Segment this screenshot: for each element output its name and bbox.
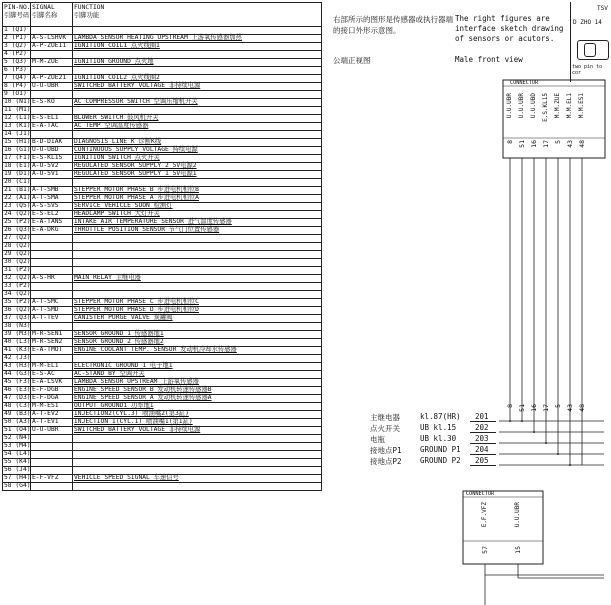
legend-wire-number: 205 <box>475 456 489 465</box>
pin-cell: 18 (E1) <box>4 162 31 170</box>
function-cell: CONTINUOUS SUPPLY VOLTAGE 持续电源 <box>73 147 322 155</box>
pin-cell: 43 (H3) <box>4 362 31 370</box>
signal-cell: A-P-ZUE11 <box>31 43 73 51</box>
legend-underline <box>470 454 496 455</box>
connector1-pin-name: M.M.ZUE <box>554 93 561 119</box>
function-cell: STEPPER MOTOR PHASE C 步进电机相位C <box>73 299 322 307</box>
connector1-pin-number: 51 <box>518 140 526 148</box>
pin-cell: 4 (P2) <box>3 51 31 59</box>
pin-cell: 27 (Q2) <box>4 234 31 242</box>
signal-cell: A-S-SVS <box>31 203 73 211</box>
legend-english: kl.87(HR) <box>420 412 461 421</box>
pin-cell: 23 (Q5) <box>4 202 31 210</box>
pin-cell: 37 (Q3) <box>4 314 31 322</box>
pin-cell: 38 (N3) <box>4 322 31 330</box>
function-cell: ELECTRONIC GROUND 1 电子地1 <box>73 363 322 371</box>
pin-cell: 11 (M1) <box>4 106 31 114</box>
pin-cell: 42 (J3) <box>4 354 31 362</box>
sketch-title: TSV <box>597 5 608 12</box>
signal-cell: U-U-UBR <box>31 427 73 435</box>
bus-pin-number: 17 <box>542 404 550 412</box>
legend-wire-number: 201 <box>475 412 489 421</box>
pin-cell: 41 (K3) <box>4 346 31 354</box>
bus-pin-number: 8 <box>506 404 514 408</box>
signal-cell: A-U-5V2 <box>31 163 73 171</box>
legend-english: GROUND P2 <box>420 456 461 465</box>
pin-cell: 54 (L4) <box>4 450 31 458</box>
pin-cell: 50 (A3) <box>4 418 31 426</box>
legend-underline <box>470 421 496 422</box>
function-cell: VEHICLE SPEED SIGNAL 车速信号 <box>73 475 322 483</box>
signal-cell: A-S-HR <box>31 275 73 283</box>
function-cell: STEPPER MOTOR PHASE D 步进电机相位D <box>73 307 322 315</box>
pin-cell: 45 (F3) <box>4 378 31 386</box>
pin-cell: 58 (G4) <box>4 482 31 490</box>
bus-pin-number: 5 <box>554 404 562 408</box>
signal-cell: A-T-SMB <box>31 187 73 195</box>
pin-cell: 49 (B3) <box>4 410 31 418</box>
connector2-box <box>463 491 543 564</box>
signal-cell: A-T-TEV <box>31 315 73 323</box>
signal-cell: A-U-5V1 <box>31 171 73 179</box>
header-signal: SIGNAL 引脚名称 <box>31 3 73 27</box>
pin-cell: 6 (P3) <box>3 67 31 75</box>
function-cell: INTAKE AIR TEMPERATURE SENSOR 进气温度传感器 <box>73 219 322 227</box>
signal-cell: M-R-SEN1 <box>31 331 73 339</box>
function-cell: ENGINE SPEED SENSOR B 发动机转速传感器B <box>73 387 322 395</box>
signal-cell: B-D-DIAK <box>31 139 73 147</box>
pin-cell: 56 (J4) <box>4 466 31 474</box>
function-cell: SENSOR GROUND 1 传感器地1 <box>73 331 322 339</box>
function-cell: AC-STAND BY 空调开关 <box>73 371 322 379</box>
function-cell: THROTTLE POSITION SENSOR 节气门位置传感器 <box>73 227 322 235</box>
function-cell: SWITCHED BATTERY VOLTAGE 非持续电源 <box>73 427 322 435</box>
connector2-pin-name: E.F.VFZ <box>481 502 488 528</box>
signal-cell: A-T-SMD <box>31 307 73 315</box>
legend-underline <box>470 443 496 444</box>
connector1-pin-name: E.S.KL15 <box>542 93 549 122</box>
legend-underline <box>470 465 496 466</box>
signal-cell: A-S-LSHVK <box>31 35 73 43</box>
pin-cell: 33 (P2) <box>4 282 31 290</box>
function-cell: INJECTION2(CYL.3) 喷油嘴2(第3缸) <box>73 411 322 419</box>
pin-cell: 40 (L3) <box>4 338 31 346</box>
header-function: FUNCTION 引脚功能 <box>73 3 322 27</box>
header-pin: PIN-NO. 引脚号码 <box>3 3 31 27</box>
sketch-note: two pin to cor <box>572 64 603 76</box>
connector1-pin-name: M.M.ES1 <box>578 93 585 119</box>
pin-cell: 46 (E3) <box>4 386 31 394</box>
function-cell: CANISTER PURGE VALVE 炭罐阀 <box>73 315 322 323</box>
pin-cell: 35 (P2) <box>4 298 31 306</box>
function-cell: REGULATED SENSOR SUPPLY 1 5V电源1 <box>73 171 322 179</box>
legend-chinese: 主继电器 <box>370 413 400 422</box>
pin-cell: 31 (P2) <box>4 266 31 274</box>
function-cell: IGNITION COIL2 点火线圈2 <box>73 75 322 83</box>
signal-cell: A-T-EV2 <box>31 411 73 419</box>
pin-cell: 52 (N4) <box>4 434 31 442</box>
function-cell: ENGINE SPEED SENSOR A 发动机转速传感器A <box>73 395 322 403</box>
pin-cell: 32 (Q2) <box>4 274 31 282</box>
bus-lines <box>485 421 604 578</box>
bus-pin-number: 48 <box>578 404 586 412</box>
pin-cell: 25 (P2) <box>4 218 31 226</box>
note-chinese: 右部所示的图形是传感器或执行器端的接口外形示意图。 <box>333 15 453 35</box>
note-english: The right figures are interface sketch drawing of sensors or acutors. <box>455 14 564 43</box>
signal-cell: A-T-EV1 <box>31 419 73 427</box>
pin-cell: 5 (Q3) <box>3 59 31 67</box>
pin-cell: 39 (M3) <box>4 330 31 338</box>
bus-pin-number: 51 <box>518 404 526 412</box>
pin-cell: 21 (B1) <box>4 186 31 194</box>
legend-english: UB kl.15 <box>420 423 457 432</box>
function-cell: STEPPER MOTOR PHASE B 步进电机相位B <box>73 187 322 195</box>
pin-cell: 57 (H4) <box>4 474 31 482</box>
signal-cell: U-U-UBR <box>31 83 73 91</box>
legend-wire-number: 204 <box>475 445 489 454</box>
caption-chinese: 公端正视图 <box>333 56 371 65</box>
pin-cell: 15 (H1) <box>4 138 31 146</box>
connector2-pin-name: U.U.UBR <box>514 502 521 528</box>
function-cell: SENSOR GROUND 2 传感器地2 <box>73 339 322 347</box>
pin-cell: 48 (C3) <box>4 402 31 410</box>
bus-pin-number: 16 <box>530 404 538 412</box>
function-cell: DIAGNOSIS LINE K 诊断K线 <box>73 139 322 147</box>
function-cell: HEADLAMP SWITCH 大灯开关 <box>73 211 322 219</box>
signal-cell: M-M-ZUE <box>31 59 73 67</box>
pin-cell: 10 (N1) <box>4 98 31 106</box>
connector1-label: CONNECTOR <box>510 80 539 86</box>
caption-english: Male front view <box>455 55 523 64</box>
pin-cell: 16 (G1) <box>4 146 31 154</box>
function-cell: LAMBDA SENSOR HEATING UPSTREAM 上游氧传感器加热 <box>73 35 322 43</box>
pin-cell: 9 (O1) <box>3 91 31 99</box>
function-cell: MAIN RELAY 主继电器 <box>73 275 322 283</box>
pin-cell: 51 (O4) <box>4 426 31 434</box>
signal-cell: E-A-LSVK <box>31 379 73 387</box>
connector2-pin-number: 15 <box>514 546 522 554</box>
connector1-pin-number: 43 <box>566 140 574 148</box>
function-cell: ENGINE COOLANT TEMP. SENSOR 发动机冷却水传感器 <box>73 347 322 355</box>
legend-underline <box>470 432 496 433</box>
connector1-pin-number: 8 <box>506 140 514 144</box>
pin-cell: 34 (Q2) <box>4 290 31 298</box>
signal-cell: M-R-SEN2 <box>31 339 73 347</box>
signal-cell: A-T-SMC <box>31 299 73 307</box>
signal-cell: E-F-DGA <box>31 395 73 403</box>
function-cell: IGNITION COIL1 点火线圈1 <box>73 43 322 51</box>
function-cell: IGNITION GROUND 点火地 <box>73 59 322 67</box>
legend-chinese: 点火开关 <box>370 424 400 433</box>
signal-cell: E-A-TAC <box>31 123 73 131</box>
connector1-pin-number: 17 <box>542 140 550 148</box>
connector1-pin-number: 16 <box>530 140 538 148</box>
connector1-pin-number: 48 <box>578 140 586 148</box>
connector1-pin-number: 5 <box>554 140 562 144</box>
pin-cell: 20 (C1) <box>4 178 31 186</box>
pin-cell: 28 (Q2) <box>4 242 31 250</box>
connector1-pin-name: M.M.EL1 <box>566 93 573 119</box>
legend-english: GROUND P1 <box>420 445 461 454</box>
sketch-code: D ZHO 14 <box>573 19 602 26</box>
pin-cell: 8 (P4) <box>3 83 31 91</box>
connector2-label: CONNECTOR <box>466 491 495 497</box>
signal-cell: E-S-EL1 <box>31 115 73 123</box>
pin-cell: 2 (P1) <box>3 35 31 43</box>
signal-cell: A-T-SMA <box>31 195 73 203</box>
pin-cell: 1 (Q1) <box>3 27 31 35</box>
pin-cell: 19 (D1) <box>4 170 31 178</box>
legend-wire-number: 202 <box>475 423 489 432</box>
function-cell: IGNITION SWITCH 点火开关 <box>73 155 322 163</box>
signal-cell: M-M-EL1 <box>31 363 73 371</box>
legend-wire-number: 203 <box>475 434 489 443</box>
signal-cell: E-A-TANS <box>31 219 73 227</box>
signal-cell: E-F-DGB <box>31 387 73 395</box>
function-cell: BLOWER SWITCH 鼓风机开关 <box>73 115 322 123</box>
pin-cell: 22 (A1) <box>4 194 31 202</box>
signal-cell: E-F-VFZ <box>31 475 73 483</box>
signal-cell: M-M-ES1 <box>31 403 73 411</box>
pin-cell: 26 (Q3) <box>4 226 31 234</box>
function-cell: LAMBDA SENSOR UPSTREAM 上游氧传感器 <box>73 379 322 387</box>
function-cell: REGULATED SENSOR SUPPLY 2 5V电源2 <box>73 163 322 171</box>
pin-cell: 53 (M4) <box>4 442 31 450</box>
function-cell: STEPPER MOTOR PHASE A 步进电机相位A <box>73 195 322 203</box>
signal-cell: E-A-TMOT <box>31 347 73 355</box>
legend-english: UB kl.30 <box>420 434 457 443</box>
function-cell: AC COMPRESSOR SWITCH 空调压缩机开关 <box>73 99 322 107</box>
pin-cell: 30 (Q2) <box>4 258 31 266</box>
bus-pin-number: 43 <box>566 404 574 412</box>
legend-chinese: 接地点P2 <box>370 457 402 466</box>
function-cell: SERVICE VEHICLE SOON 检测灯 <box>73 203 322 211</box>
signal-cell: E-A-DKG <box>31 227 73 235</box>
function-cell: AC TEMP 空调温度传感器 <box>73 123 322 131</box>
signal-cell: A-P-ZUE21 <box>31 75 73 83</box>
connector1-pin-name: U.U.UBR <box>518 93 525 119</box>
connector2-pin-number: 57 <box>481 546 489 554</box>
legend-chinese: 接地点P1 <box>370 446 402 455</box>
signal-cell: E-S-KL15 <box>31 155 73 163</box>
function-cell: OUTPUT GROUND1 功率地1 <box>73 403 322 411</box>
pin-cell: 47 (D3) <box>4 394 31 402</box>
connector1-pin-name: U.U.UBR <box>506 93 513 119</box>
pin-cell: 29 (Q2) <box>4 250 31 258</box>
pin-cell: 3 (Q2) <box>3 43 31 51</box>
signal-cell: U-U-UBD <box>31 147 73 155</box>
pin-cell: 13 (K1) <box>4 122 31 130</box>
pin-cell: 12 (L1) <box>4 114 31 122</box>
pin-cell: 55 (K4) <box>4 458 31 466</box>
signal-cell: E-S-EL2 <box>31 211 73 219</box>
function-cell: SWITCHED BATTERY VOLTAGE 非持续电源 <box>73 83 322 91</box>
pin-cell: 17 (F1) <box>4 154 31 162</box>
signal-cell: E-S-AC <box>31 371 73 379</box>
pin-cell: 44 (G3) <box>4 370 31 378</box>
connector1-pin-name: U.U.UBD <box>530 93 537 119</box>
pin-cell: 36 (Q2) <box>4 306 31 314</box>
signal-cell: E-S-KO <box>31 99 73 107</box>
legend-chinese: 电瓶 <box>370 435 385 444</box>
function-cell: INJECTION 1(CYL.1) 喷油嘴1(第1缸) <box>73 419 322 427</box>
pin-cell: 7 (Q4) <box>3 75 31 83</box>
pin-cell: 14 (J1) <box>4 130 31 138</box>
pin-cell: 24 (Q2) <box>4 210 31 218</box>
